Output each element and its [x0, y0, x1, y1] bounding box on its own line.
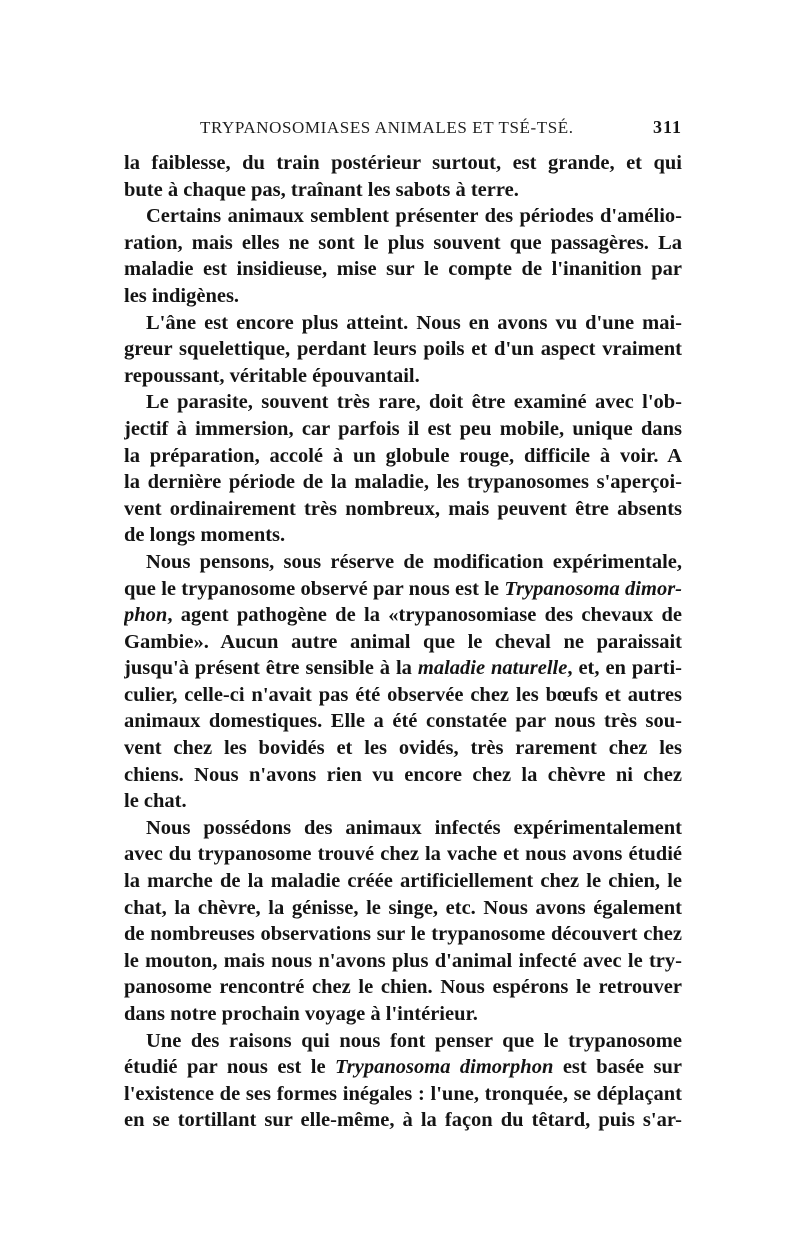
text-line: chiens. Nous n'avons rien vu encore chez la chèvre ni chez	[124, 763, 682, 786]
text-line: maladie est insidieuse, mise sur le compte de l'inanition par	[124, 258, 682, 281]
text-line: avec du trypanosome trouvé chez la vache et nous avons étudié	[124, 843, 682, 866]
text-line: Une des raisons qui nous font penser que le trypanosome	[146, 1029, 682, 1052]
text-line	[124, 602, 682, 629]
text-line: Le parasite, souvent très rare, doit être examiné avec l'ob-	[146, 391, 682, 414]
text-line	[124, 655, 682, 682]
text-line: la dernière période de la maladie, les trypanosomes s'aperçoi-	[124, 471, 682, 494]
text-line: animaux domestiques. Elle a été constatée par nous très sou-	[124, 710, 682, 733]
text-line: Gambie». Aucun autre animal que le cheval ne paraissait	[124, 630, 682, 653]
text-segment: que le trypanosome observé par nous est le	[124, 577, 505, 600]
text-segment: , agent pathogène de la «trypanosomiase des chevaux de	[167, 604, 682, 627]
italic-term: maladie naturelle	[417, 657, 568, 680]
text-line: culier, celle-ci n'avait pas été observée chez les bœufs et autres	[124, 683, 682, 706]
text-line: greur squelettique, perdant leurs poils et d'un aspect vraiment	[124, 338, 682, 361]
page-number: 311	[652, 117, 682, 137]
italic-species-name: phon	[124, 604, 168, 627]
text-line	[124, 1054, 682, 1081]
text-segment: étudié par nous est le	[124, 1056, 336, 1079]
text-line: la marche de la maladie créée artificiellement chez le chien, le	[124, 870, 682, 893]
text-segment: , et, en parti-	[567, 657, 682, 680]
text-line: vent chez les bovidés et les ovidés, très rarement chez les	[124, 737, 682, 760]
text-line: chat, la chèvre, la génisse, le singe, etc. Nous avons également	[124, 896, 682, 919]
text-line: Certains animaux semblent présenter des périodes d'amélio-	[146, 205, 682, 228]
text-line: dans notre prochain voyage à l'intérieur.	[124, 1003, 478, 1025]
running-header	[124, 114, 682, 144]
text-line: repoussant, véritable épouvantail.	[124, 364, 420, 387]
text-line: la préparation, accolé à un globule rouge, difficile à voir. A	[124, 444, 682, 467]
italic-species-name: Trypanosoma dimorphon	[335, 1056, 554, 1079]
text-line: en se tortillant sur elle-même, à la façon du têtard, puis s'ar-	[124, 1109, 682, 1132]
text-line	[124, 576, 682, 603]
text-line: Nous pensons, sous réserve de modification expérimentale,	[146, 550, 682, 573]
text-line: la faiblesse, du train postérieur surtout, est grande, et qui	[124, 152, 682, 174]
running-title: TRYPANOSOMIASES ANIMALES ET TSÉ-TSÉ.	[200, 118, 574, 137]
text-line: bute à chaque pas, traînant les sabots à terre.	[124, 178, 519, 201]
text-line: ration, mais elles ne sont le plus souvent que passagères. La	[124, 231, 682, 254]
text-line: Nous possédons des animaux infectés expérimentalement	[146, 816, 682, 839]
body-text	[124, 150, 682, 1134]
text-line: jectif à immersion, car parfois il est peu mobile, unique dans	[124, 417, 682, 440]
text-line: L'âne est encore plus atteint. Nous en avons vu d'une mai-	[146, 311, 682, 334]
text-line: l'existence de ses formes inégales : l'une, tronquée, se déplaçant	[124, 1082, 682, 1105]
text-line: de nombreuses observations sur le trypanosome découvert chez	[124, 923, 682, 946]
text-segment: jusqu'à présent être sensible à la	[124, 657, 418, 680]
text-line: le mouton, mais nous n'avons plus d'animal infecté avec le try-	[124, 949, 682, 972]
text-line: vent ordinairement très nombreux, mais peuvent être absents	[124, 497, 682, 520]
text-line: les indigènes.	[124, 284, 240, 307]
text-line: de longs moments.	[124, 524, 286, 547]
text-line: panosome rencontré chez le chien. Nous espérons le retrouver	[124, 976, 682, 999]
text-segment: est basée sur	[553, 1056, 682, 1079]
text-line: le chat.	[124, 790, 187, 813]
italic-species-name: Trypanosoma dimor-	[504, 577, 682, 600]
